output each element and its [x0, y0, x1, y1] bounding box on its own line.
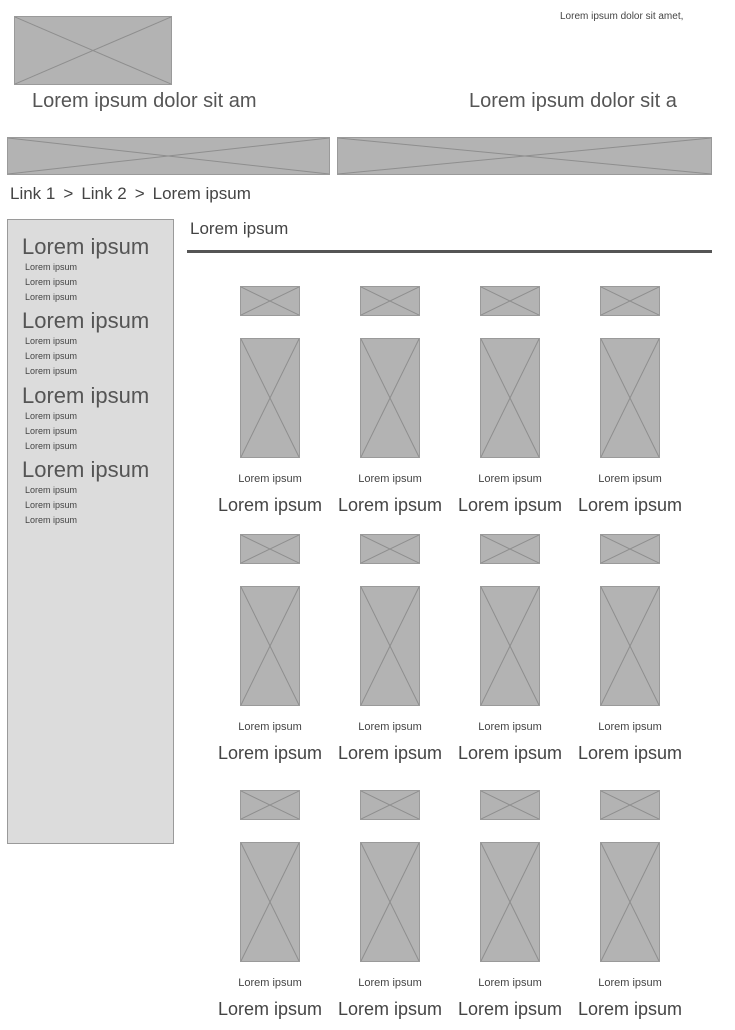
product-thumbnail-image[interactable] — [240, 286, 300, 316]
sidebar-item[interactable]: Lorem ipsum — [25, 262, 78, 272]
product-title[interactable]: Lorem ipsum — [337, 743, 443, 763]
product-title[interactable]: Lorem ipsum — [577, 999, 683, 1019]
product-thumbnail-image[interactable] — [600, 790, 660, 820]
product-card[interactable] — [570, 790, 690, 1030]
product-thumbnail-image[interactable] — [600, 534, 660, 564]
sidebar-group-heading: Lorem ipsum — [22, 308, 150, 333]
product-caption: Lorem ipsum — [598, 977, 662, 989]
product-image[interactable] — [600, 338, 660, 458]
product-image[interactable] — [360, 842, 420, 962]
product-card[interactable] — [570, 286, 690, 526]
sidebar-item[interactable]: Lorem ipsum — [25, 411, 78, 421]
product-thumbnail-image[interactable] — [600, 286, 660, 316]
sidebar-item[interactable]: Lorem ipsum — [25, 336, 78, 346]
product-card[interactable] — [210, 534, 330, 774]
product-card[interactable] — [330, 286, 450, 526]
breadcrumb-current: Lorem ipsum — [152, 184, 251, 203]
product-title[interactable]: Lorem ipsum — [337, 999, 443, 1019]
breadcrumb-link-2[interactable]: Link 2 — [81, 184, 127, 203]
product-title[interactable]: Lorem ipsum — [577, 743, 683, 763]
product-title[interactable]: Lorem ipsum — [457, 999, 563, 1019]
content-divider — [187, 250, 712, 253]
product-caption: Lorem ipsum — [358, 721, 422, 733]
sidebar-group-heading: Lorem ipsum — [22, 457, 150, 482]
product-title[interactable]: Lorem ipsum — [457, 495, 563, 515]
product-caption: Lorem ipsum — [598, 721, 662, 733]
product-title[interactable]: Lorem ipsum — [337, 495, 443, 515]
product-caption: Lorem ipsum — [238, 473, 302, 485]
product-image[interactable] — [360, 586, 420, 706]
product-card[interactable] — [210, 790, 330, 1030]
sidebar-group-heading: Lorem ipsum — [22, 383, 150, 408]
product-thumbnail-image[interactable] — [360, 790, 420, 820]
banner-right-image — [337, 137, 712, 175]
product-caption: Lorem ipsum — [478, 977, 542, 989]
product-card[interactable] — [570, 534, 690, 774]
sidebar-item[interactable]: Lorem ipsum — [25, 277, 78, 287]
product-card[interactable] — [450, 790, 570, 1030]
product-card[interactable] — [450, 286, 570, 526]
product-card[interactable] — [210, 286, 330, 526]
product-image[interactable] — [240, 842, 300, 962]
sidebar-group — [22, 383, 149, 454]
sidebar-item[interactable]: Lorem ipsum — [25, 292, 78, 302]
product-caption: Lorem ipsum — [238, 977, 302, 989]
sidebar-group — [22, 234, 149, 305]
product-card[interactable] — [330, 534, 450, 774]
breadcrumb — [10, 184, 259, 204]
product-caption: Lorem ipsum — [238, 721, 302, 733]
product-image[interactable] — [240, 586, 300, 706]
product-card[interactable] — [330, 790, 450, 1030]
product-title[interactable]: Lorem ipsum — [577, 495, 683, 515]
content-heading: Lorem ipsum — [190, 219, 289, 238]
product-thumbnail-image[interactable] — [240, 534, 300, 564]
logo-placeholder-image — [14, 16, 172, 85]
product-image[interactable] — [240, 338, 300, 458]
product-image[interactable] — [480, 338, 540, 458]
sidebar-group-heading: Lorem ipsum — [22, 234, 150, 259]
sidebar-item[interactable]: Lorem ipsum — [25, 426, 78, 436]
banner-left-image — [7, 137, 330, 175]
sidebar-item[interactable]: Lorem ipsum — [25, 351, 78, 361]
product-caption: Lorem ipsum — [478, 721, 542, 733]
header-top-text: Lorem ipsum dolor sit amet, — [560, 11, 684, 22]
sidebar-item[interactable]: Lorem ipsum — [25, 366, 78, 376]
product-caption: Lorem ipsum — [358, 473, 422, 485]
sidebar-item[interactable]: Lorem ipsum — [25, 515, 78, 525]
breadcrumb-link-1[interactable]: Link 1 — [10, 184, 56, 203]
sidebar-item[interactable]: Lorem ipsum — [25, 500, 78, 510]
product-thumbnail-image[interactable] — [480, 790, 540, 820]
product-thumbnail-image[interactable] — [480, 286, 540, 316]
product-caption: Lorem ipsum — [598, 473, 662, 485]
product-card[interactable] — [450, 534, 570, 774]
product-thumbnail-image[interactable] — [360, 534, 420, 564]
product-image[interactable] — [480, 586, 540, 706]
product-image[interactable] — [600, 586, 660, 706]
product-caption: Lorem ipsum — [478, 473, 542, 485]
sidebar-group — [22, 308, 149, 379]
product-title[interactable]: Lorem ipsum — [217, 999, 323, 1019]
breadcrumb-separator: > — [63, 184, 74, 203]
product-image[interactable] — [480, 842, 540, 962]
sidebar-item[interactable]: Lorem ipsum — [25, 485, 78, 495]
product-thumbnail-image[interactable] — [480, 534, 540, 564]
header-title-right: Lorem ipsum dolor sit a — [469, 90, 677, 112]
product-title[interactable]: Lorem ipsum — [217, 743, 323, 763]
sidebar-group — [22, 457, 149, 528]
product-thumbnail-image[interactable] — [360, 286, 420, 316]
breadcrumb-separator: > — [134, 184, 145, 203]
product-image[interactable] — [360, 338, 420, 458]
product-image[interactable] — [600, 842, 660, 962]
product-title[interactable]: Lorem ipsum — [457, 743, 563, 763]
header-title-left: Lorem ipsum dolor sit am — [32, 90, 257, 112]
product-title[interactable]: Lorem ipsum — [217, 495, 323, 515]
sidebar — [7, 219, 174, 844]
product-thumbnail-image[interactable] — [240, 790, 300, 820]
sidebar-item[interactable]: Lorem ipsum — [25, 441, 78, 451]
product-caption: Lorem ipsum — [358, 977, 422, 989]
